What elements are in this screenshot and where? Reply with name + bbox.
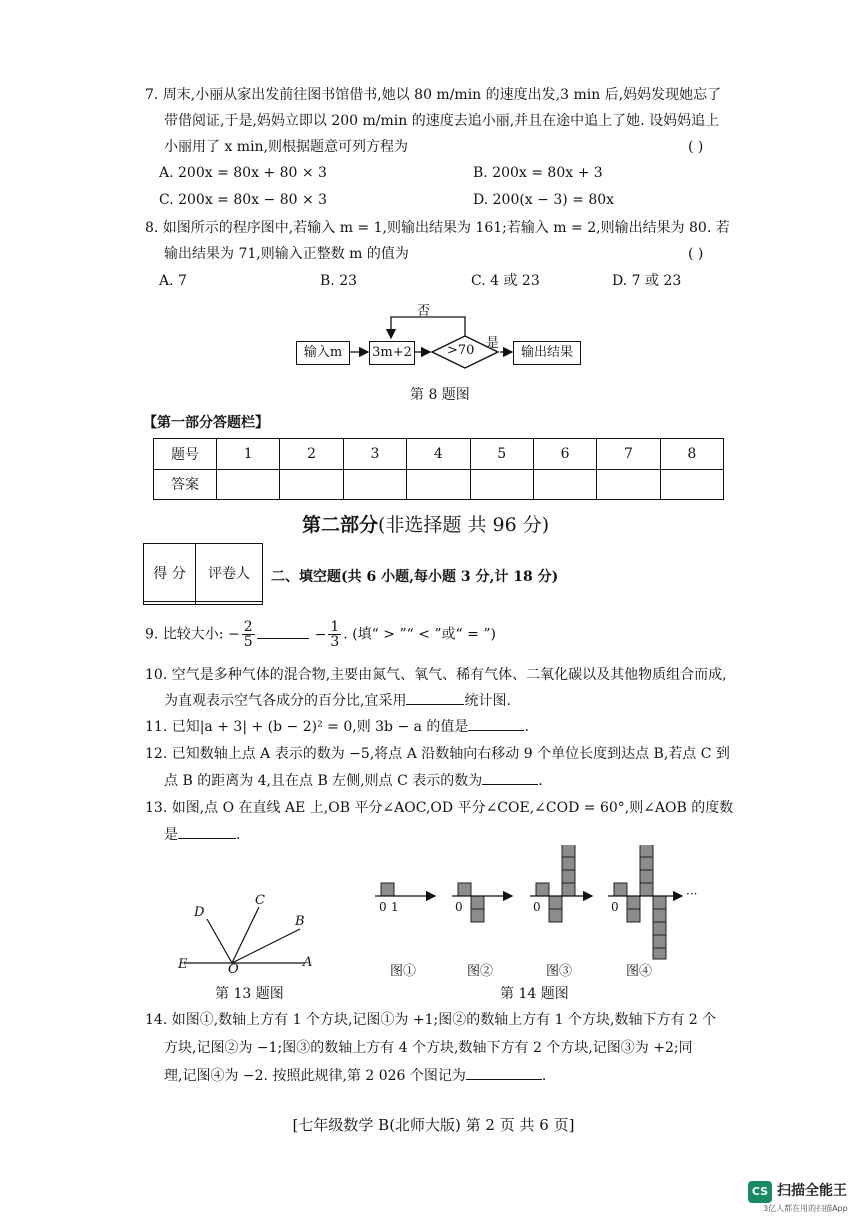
q8-answer-paren: ( ) xyxy=(688,246,704,262)
q7-option-b: B. 200x = 80x + 3 xyxy=(473,165,603,181)
q14-figure-caption: 第 14 题图 xyxy=(500,986,569,1002)
q14-answer-blank[interactable] xyxy=(466,1079,542,1080)
score-cell[interactable] xyxy=(144,602,196,605)
answer-cell[interactable] xyxy=(660,469,723,500)
camscanner-logo-icon: CS xyxy=(748,1181,772,1203)
q9-line xyxy=(145,620,496,649)
grader-cell[interactable] xyxy=(196,602,263,605)
answer-cell[interactable] xyxy=(407,469,470,500)
q12-line2-end: . xyxy=(538,773,543,789)
grader-label: 评卷人 xyxy=(196,544,263,602)
question-number: 6 xyxy=(533,439,596,470)
q7-option-a: A. 200x = 80x + 80 × 3 xyxy=(159,165,327,181)
q13-label-a: A xyxy=(303,955,313,970)
answer-cell[interactable] xyxy=(343,469,406,500)
q7-line1: 7. 周末,小丽从家出发前往图书馆借书,她以 80 m/min 的速度出发,3 min 后,妈妈发现她忘了 xyxy=(145,87,722,103)
q12-answer-blank[interactable] xyxy=(482,784,538,785)
question-number: 1 xyxy=(217,439,280,470)
scanner-brand-name: 扫描全能王 xyxy=(777,1183,847,1199)
q14-fig2-zero: 0 xyxy=(455,900,463,914)
q7-line3: 小丽用了 x min,则根据题意可列方程为 xyxy=(164,139,409,155)
score-label: 得 分 xyxy=(144,544,196,602)
q12-line2 xyxy=(164,768,543,794)
section2-heading: 二、填空题(共 6 小题,每小题 3 分,计 18 分) xyxy=(271,569,559,585)
question-number: 2 xyxy=(280,439,343,470)
q13-line2 xyxy=(164,822,240,848)
q14-fig3-label: 图③ xyxy=(546,964,573,979)
q9-fraction-2-denominator: 3 xyxy=(330,634,340,650)
page-footer: [七年级数学 B(北师大版) 第 2 页 共 6 页] xyxy=(292,1116,575,1134)
answer-table-answer-row xyxy=(154,469,724,500)
q8-figure-caption: 第 8 题图 xyxy=(410,387,470,403)
q8-option-b: B. 23 xyxy=(320,273,358,289)
q10-line2 xyxy=(164,688,511,714)
q13-label-o: O xyxy=(228,962,239,977)
part2-title: 第二部分 xyxy=(302,514,379,536)
q11-text: 11. 已知|a + 3| + (b − 2)² = 0,则 3b − a 的值是 xyxy=(145,719,469,735)
part2-subtitle: (非选择题 共 96 分) xyxy=(378,514,550,536)
q14-line2: 方块,记图②为 −1;图③的数轴上方有 4 个方块,数轴下方有 2 个方块,记图③为 +2;同 xyxy=(164,1040,693,1056)
q10-line1: 10. 空气是多种气体的混合物,主要由氮气、氧气、稀有气体、二氧化碳以及其他物质组合而成, xyxy=(145,667,727,683)
q13-line1: 13. 如图,点 O 在直线 AE 上,OB 平分∠AOC,OD 平分∠COE,∠COD = 60°,则∠AOB 的度数 xyxy=(145,800,734,816)
q8-option-a: A. 7 xyxy=(159,273,187,289)
flow-calc-box: 3m+2 xyxy=(369,341,415,365)
q14-ellipsis: ··· xyxy=(686,887,698,901)
score-box xyxy=(143,543,263,605)
question-number: 7 xyxy=(597,439,660,470)
q14-line3-end: . xyxy=(541,1068,547,1084)
q7-option-d: D. 200(x − 3) = 80x xyxy=(473,192,615,208)
flowchart-connectors xyxy=(290,300,590,380)
q7-answer-paren: ( ) xyxy=(688,139,704,155)
q8-option-c: C. 4 或 23 xyxy=(471,273,540,289)
answer-cell[interactable] xyxy=(470,469,533,500)
q11-end: . xyxy=(524,719,529,735)
q10-line2-end: 统计图. xyxy=(464,693,511,709)
q9-fraction-1 xyxy=(242,620,255,649)
q13-line2-text: 是 xyxy=(164,827,178,843)
flow-output-box: 输出结果 xyxy=(513,341,581,365)
q13-label-b: B xyxy=(295,914,305,929)
answer-cell[interactable] xyxy=(217,469,280,500)
q14-fig4-label: 图④ xyxy=(626,964,653,979)
question-number: 5 xyxy=(470,439,533,470)
q9-answer-blank[interactable] xyxy=(257,638,309,639)
answer-table-answer-label: 答案 xyxy=(154,469,217,500)
q8-line2: 输出结果为 71,则输入正整数 m 的值为 xyxy=(164,246,409,262)
scanner-tagline: 3亿人都在用的扫描App xyxy=(763,1204,848,1213)
q13-label-d: D xyxy=(194,905,205,920)
answer-table-header: 题号 xyxy=(154,439,217,470)
q12-line1: 12. 已知数轴上点 A 表示的数为 −5,将点 A 沿数轴向右移动 9 个单位长度到达点 B,若点 C 到 xyxy=(145,746,730,762)
q14-fig1-zero: 0 xyxy=(379,900,387,914)
q14-line3 xyxy=(164,1063,546,1089)
q13-line2-end: . xyxy=(236,827,241,843)
q9-fraction-1-denominator: 5 xyxy=(243,634,253,650)
q14-line1: 14. 如图①,数轴上方有 1 个方块,记图①为 +1;图②的数轴上方有 1 个方块,数轴下方有 2 个 xyxy=(145,1012,717,1028)
q14-fig3-zero: 0 xyxy=(533,900,541,914)
q12-line2-text: 点 B 的距离为 4,且在点 B 左侧,则点 C 表示的数为 xyxy=(164,773,483,789)
q10-line2-text: 为直观表示空气各成分的百分比,宜采用 xyxy=(164,693,407,709)
q9-fraction-1-numerator: 2 xyxy=(243,619,253,635)
flow-yes-label: 是 xyxy=(486,336,500,351)
q11-line xyxy=(145,714,529,740)
q14-fig1-label: 图① xyxy=(390,964,417,979)
part2-heading xyxy=(302,510,549,537)
q8-option-d: D. 7 或 23 xyxy=(612,273,682,289)
q13-answer-blank[interactable] xyxy=(178,838,236,839)
q9-fraction-2 xyxy=(328,620,341,649)
question-number: 4 xyxy=(407,439,470,470)
q14-line3-text: 理,记图④为 −2. 按照此规律,第 2 026 个图记为 xyxy=(164,1068,466,1084)
q7-line2: 带借阅证,于是,妈妈立即以 200 m/min 的速度去追小丽,并且在途中追上了她. 设妈妈追上 xyxy=(164,113,720,129)
q9-suffix: . (填“ > ”“ < ”或“ = ”) xyxy=(343,626,496,643)
answer-bar-title: 【第一部分答题栏】 xyxy=(143,415,269,431)
q13-figure-caption: 第 13 题图 xyxy=(215,986,284,1002)
answer-table-number-row xyxy=(154,439,724,470)
answer-cell[interactable] xyxy=(533,469,596,500)
q7-option-c: C. 200x = 80x − 80 × 3 xyxy=(159,192,328,208)
q14-fig4-zero: 0 xyxy=(611,900,619,914)
question-number: 3 xyxy=(343,439,406,470)
q8-line1: 8. 如图所示的程序图中,若输入 m = 1,则输出结果为 161;若输入 m = 2,则输出结果为 80. 若 xyxy=(145,220,730,236)
q13-label-c: C xyxy=(255,893,265,908)
answer-cell[interactable] xyxy=(280,469,343,500)
flow-input-box: 输入m xyxy=(296,341,350,365)
q14-fig1-one: 1 xyxy=(391,900,399,914)
q10-answer-blank[interactable] xyxy=(406,704,464,705)
q9-fraction-2-numerator: 1 xyxy=(330,619,340,635)
answer-table xyxy=(153,438,724,500)
q14-fig2-label: 图② xyxy=(467,964,494,979)
flow-no-label: 否 xyxy=(417,304,431,319)
flow-condition-label: >70 xyxy=(447,343,475,358)
q11-answer-blank[interactable] xyxy=(468,730,524,731)
q9-minus: − xyxy=(314,626,327,643)
q9-prefix: 9. 比较大小: − xyxy=(145,626,240,643)
q13-label-e: E xyxy=(178,957,188,972)
answer-cell[interactable] xyxy=(597,469,660,500)
question-number: 8 xyxy=(660,439,723,470)
